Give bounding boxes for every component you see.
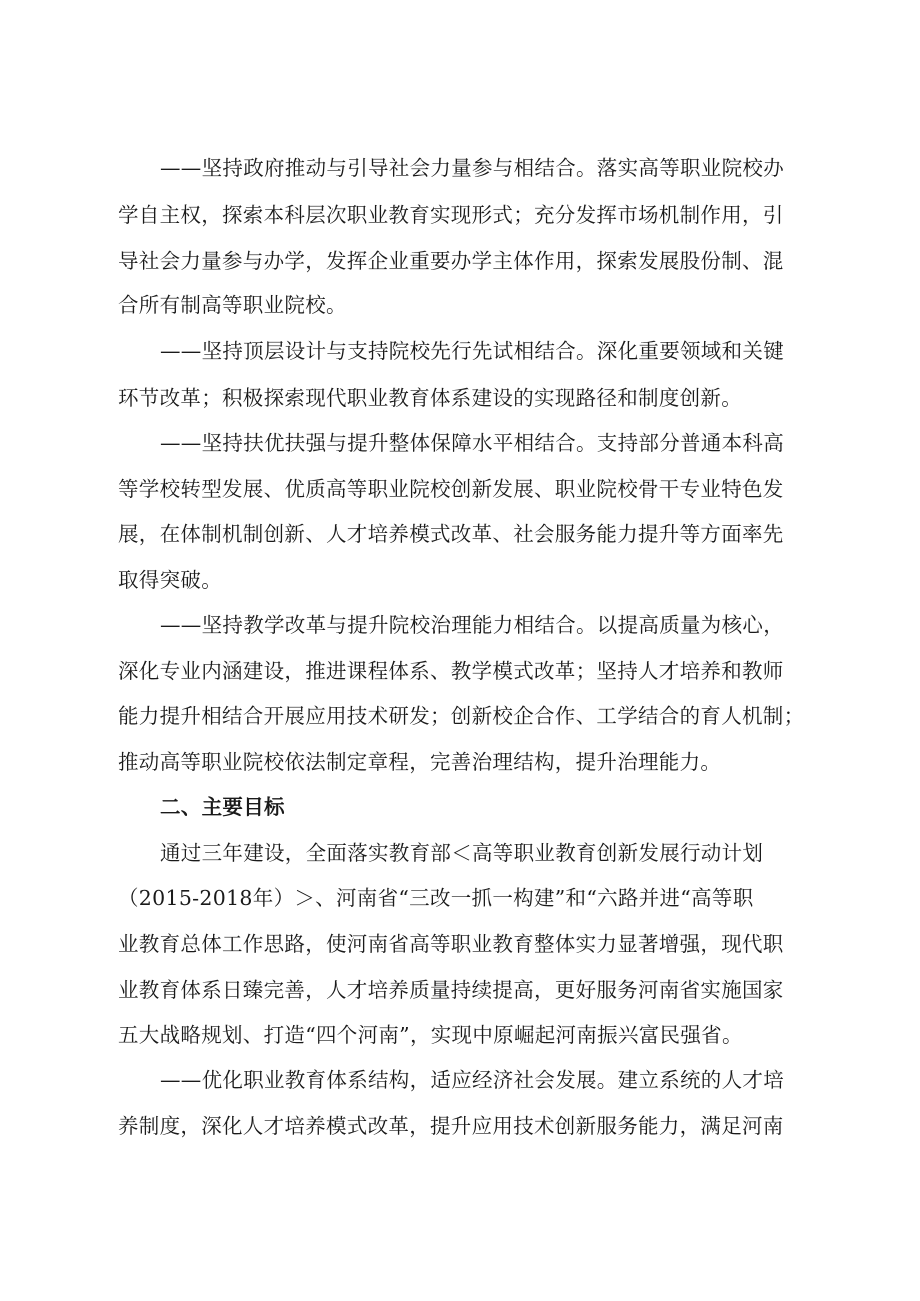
paragraph-1-line-4: 合所有制高等职业院校。 — [118, 293, 347, 317]
paragraph-5-line-1: 通过三年建设，全面落实教育部＜高等职业教育创新发展行动计划 — [160, 841, 764, 865]
paragraph-4-line-4: 推动高等职业院校依法制定章程，完善治理结构，提升治理能力。 — [118, 750, 722, 774]
section-heading: 二、主要目标 — [160, 795, 285, 819]
paragraph-5-line-2: （2015-2018年）＞、河南省“三改一抓一构建”和“六路并进“高等职 — [118, 886, 754, 910]
paragraph-3-line-1: ——坚持扶优扶强与提升整体保障水平相结合。支持部分普通本科高 — [160, 431, 784, 455]
paragraph-4-line-3: 能力提升相结合开展应用技术研发；创新校企合作、工学结合的育人机制； — [118, 704, 805, 728]
paragraph-4-line-2: 深化专业内涵建设，推进课程体系、教学模式改革；坚持人才培养和教师 — [118, 659, 784, 683]
paragraph-6-line-2: 养制度，深化人才培养模式改革，提升应用技术创新服务能力，满足河南 — [118, 1114, 784, 1138]
paragraph-1-line-3: 导社会力量参与办学，发挥企业重要办学主体作用，探索发展股份制、混 — [118, 249, 784, 273]
paragraph-1-line-2: 学自主权，探索本科层次职业教育实现形式；充分发挥市场机制作用，引 — [118, 203, 784, 227]
paragraph-1-line-1: ——坚持政府推动与引导社会力量参与相结合。落实高等职业院校办 — [160, 156, 784, 180]
paragraph-4-line-1: ——坚持教学改革与提升院校治理能力相结合。以提高质量为核心， — [160, 613, 784, 637]
paragraph-5-line-3: 业教育总体工作思路，使河南省高等职业教育整体实力显著增强，现代职 — [118, 932, 784, 956]
paragraph-2-line-2: 环节改革；积极探索现代职业教育体系建设的实现路径和制度创新。 — [118, 386, 742, 410]
paragraph-3-line-2: 等学校转型发展、优质高等职业院校创新发展、职业院校骨干专业特色发 — [118, 477, 784, 501]
paragraph-6-line-1: ——优化职业教育体系结构，适应经济社会发展。建立系统的人才培 — [160, 1068, 784, 1092]
paragraph-3-line-4: 取得突破。 — [118, 568, 222, 592]
paragraph-5-line-5: 五大战略规划、打造“四个河南”，实现中原崛起河南振兴富民强省。 — [118, 1023, 743, 1047]
paragraph-2-line-1: ——坚持顶层设计与支持院校先行先试相结合。深化重要领域和关键 — [160, 339, 784, 363]
paragraph-5-line-4: 业教育体系日臻完善，人才培养质量持续提高，更好服务河南省实施国家 — [118, 978, 784, 1002]
paragraph-3-line-3: 展，在体制机制创新、人才培养模式改革、社会服务能力提升等方面率先 — [118, 522, 784, 546]
